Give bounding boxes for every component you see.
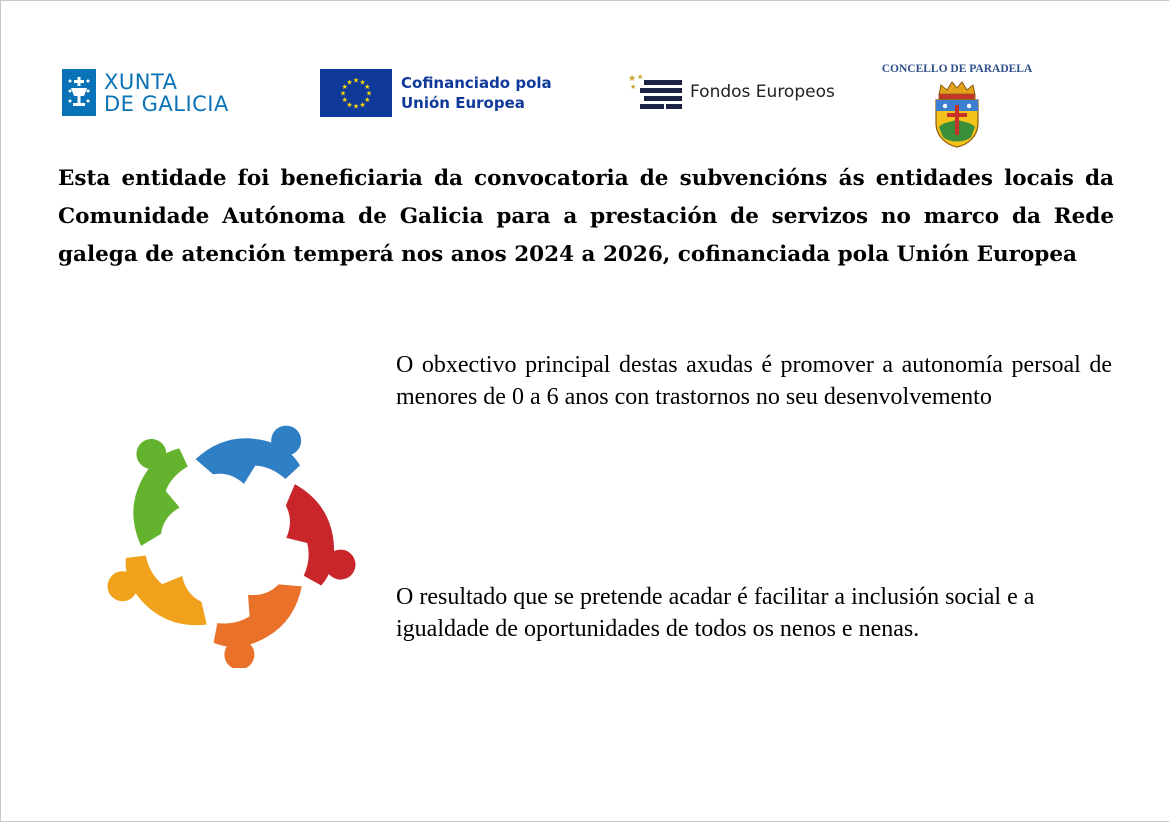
- eu-star: ★: [359, 78, 366, 87]
- eu-wordmark: [401, 73, 552, 113]
- fondos-europeos-icon: [626, 72, 684, 112]
- eu-star: ★: [341, 96, 348, 104]
- person-blue: [193, 412, 307, 493]
- concello-name: CONCELLO DE PARADELA: [881, 63, 1033, 75]
- eu-star: ★: [346, 100, 353, 109]
- eu-star: ★: [359, 100, 366, 109]
- eu-star: ★: [346, 78, 353, 87]
- svg-text:★: ★: [637, 73, 644, 81]
- xunta-emblem-icon: [62, 69, 96, 116]
- person-green: [100, 431, 204, 553]
- eu-star: ★: [341, 83, 348, 91]
- xunta-wordmark: [104, 71, 229, 115]
- person-red: [279, 477, 356, 589]
- result-paragraph: O resultado que se pretende acadar é facilitar a inclusión social e a igualdade de oportunidades de todos os nenos e nenas.: [396, 584, 1035, 642]
- xunta-line-2: DE GALICIA: [104, 91, 229, 116]
- eu-star: ★: [364, 83, 371, 91]
- person-yellow: [100, 539, 218, 659]
- eu-line-2: Unión Europea: [401, 94, 525, 112]
- xunta-logo: [62, 69, 229, 116]
- fondos-europeos-logo: [626, 72, 835, 112]
- eu-star: ★: [365, 89, 373, 98]
- eu-flag-icon: [320, 69, 392, 117]
- svg-text:★: ★: [630, 83, 637, 91]
- fondos-wordmark: Fondos Europeos: [690, 82, 835, 102]
- svg-text:★: ★: [628, 74, 637, 84]
- person-orange: [201, 572, 323, 668]
- concello-logo: [872, 63, 1042, 149]
- objective-paragraph: O obxectivo principal destas axudas é promover a autonomía persoal de menores de 0 a 6 anos con trastornos no seu desenvolvemento: [396, 352, 1112, 410]
- eu-star: ★: [339, 89, 347, 98]
- heading-statement: Esta entidade foi beneficiaria da convocatoria de subvencións ás entidades locais da Comunidade Autónoma de Galicia para a prestación de servizos no marco da Rede galega de atención temperá nos anos 2024 a 2026, cofinanciada pola Unión Europea: [58, 166, 1114, 267]
- concello-shield-icon: [931, 79, 983, 149]
- community-circle-icon: [100, 412, 356, 668]
- xunta-line-1: XUNTA: [104, 69, 178, 94]
- eu-star: ★: [364, 96, 371, 104]
- eu-line-1: Cofinanciado pola: [401, 74, 552, 92]
- eu-cofinancing-logo: [320, 69, 552, 117]
- eu-star: ★: [352, 76, 360, 85]
- eu-star: ★: [352, 102, 360, 111]
